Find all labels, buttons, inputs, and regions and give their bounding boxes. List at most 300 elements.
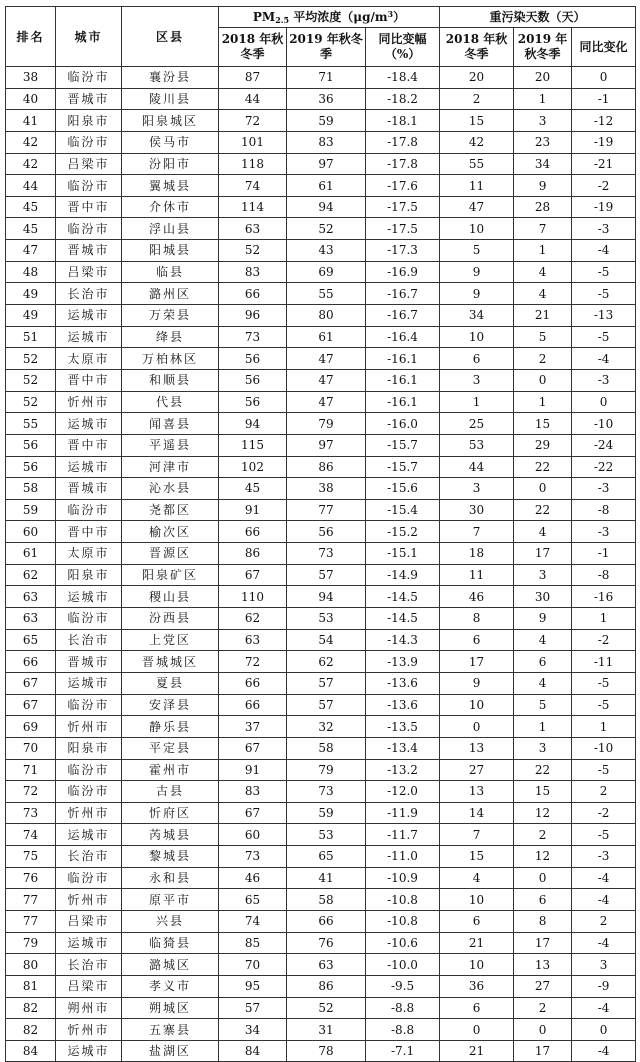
cell-hd-change: -11 bbox=[572, 651, 636, 673]
cell-pm-2019: 31 bbox=[287, 1019, 366, 1041]
cell-city: 晋城市 bbox=[56, 478, 122, 500]
cell-pm-2018: 83 bbox=[219, 261, 287, 283]
cell-hd-change: 1 bbox=[572, 716, 636, 738]
cell-city: 运城市 bbox=[56, 1040, 122, 1062]
cell-pm-2019: 32 bbox=[287, 716, 366, 738]
cell-hd-2019: 15 bbox=[514, 781, 572, 803]
cell-rank: 76 bbox=[6, 867, 56, 889]
cell-pm-change: -16.1 bbox=[366, 391, 440, 413]
cell-pm-2018: 73 bbox=[219, 846, 287, 868]
cell-pm-2019: 77 bbox=[287, 499, 366, 521]
pm25-label-sub: 2.5 bbox=[275, 15, 290, 25]
cell-hd-change: -3 bbox=[572, 218, 636, 240]
cell-city: 长治市 bbox=[56, 954, 122, 976]
cell-hd-2018: 3 bbox=[440, 369, 514, 391]
cell-rank: 72 bbox=[6, 781, 56, 803]
cell-pm-2018: 96 bbox=[219, 305, 287, 327]
table-row bbox=[6, 1019, 636, 1041]
cell-district: 绛县 bbox=[122, 326, 219, 348]
table-row bbox=[6, 499, 636, 521]
cell-district: 盐湖区 bbox=[122, 1040, 219, 1062]
table-row bbox=[6, 932, 636, 954]
cell-hd-change: -3 bbox=[572, 521, 636, 543]
cell-hd-2019: 9 bbox=[514, 175, 572, 197]
table-row bbox=[6, 954, 636, 976]
cell-city: 太原市 bbox=[56, 348, 122, 370]
table-row bbox=[6, 543, 636, 565]
cell-hd-2019: 2 bbox=[514, 824, 572, 846]
cell-pm-2019: 57 bbox=[287, 694, 366, 716]
cell-district: 介休市 bbox=[122, 196, 219, 218]
cell-district: 安泽县 bbox=[122, 694, 219, 716]
cell-city: 阳泉市 bbox=[56, 737, 122, 759]
header-pm25-group bbox=[219, 7, 440, 28]
cell-pm-change: -14.9 bbox=[366, 564, 440, 586]
cell-rank: 55 bbox=[6, 413, 56, 435]
cell-pm-2018: 83 bbox=[219, 781, 287, 803]
cell-hd-2018: 5 bbox=[440, 240, 514, 262]
table-row bbox=[6, 629, 636, 651]
cell-hd-2019: 0 bbox=[514, 478, 572, 500]
cell-hd-2018: 53 bbox=[440, 434, 514, 456]
cell-pm-2018: 66 bbox=[219, 521, 287, 543]
table-row bbox=[6, 564, 636, 586]
cell-pm-change: -13.4 bbox=[366, 737, 440, 759]
cell-pm-2019: 61 bbox=[287, 326, 366, 348]
cell-district: 平遥县 bbox=[122, 434, 219, 456]
cell-hd-2019: 17 bbox=[514, 932, 572, 954]
cell-pm-change: -17.6 bbox=[366, 175, 440, 197]
cell-hd-change: -22 bbox=[572, 456, 636, 478]
cell-pm-change: -11.9 bbox=[366, 802, 440, 824]
table-row bbox=[6, 672, 636, 694]
cell-pm-2018: 66 bbox=[219, 283, 287, 305]
cell-pm-2019: 57 bbox=[287, 672, 366, 694]
cell-pm-change: -13.2 bbox=[366, 759, 440, 781]
cell-hd-2018: 9 bbox=[440, 672, 514, 694]
cell-pm-2019: 76 bbox=[287, 932, 366, 954]
cell-pm-change: -16.9 bbox=[366, 261, 440, 283]
cell-pm-change: -10.6 bbox=[366, 932, 440, 954]
cell-hd-change: -8 bbox=[572, 499, 636, 521]
cell-hd-change: -5 bbox=[572, 261, 636, 283]
cell-pm-2019: 79 bbox=[287, 413, 366, 435]
cell-hd-2018: 44 bbox=[440, 456, 514, 478]
table-row bbox=[6, 651, 636, 673]
cell-pm-2019: 59 bbox=[287, 110, 366, 132]
cell-pm-2018: 84 bbox=[219, 1040, 287, 1062]
cell-city: 晋中市 bbox=[56, 434, 122, 456]
cell-hd-change: 1 bbox=[572, 608, 636, 630]
cell-hd-2018: 0 bbox=[440, 716, 514, 738]
cell-hd-2018: 34 bbox=[440, 305, 514, 327]
cell-pm-2019: 61 bbox=[287, 175, 366, 197]
cell-hd-2018: 55 bbox=[440, 153, 514, 175]
cell-pm-change: -13.6 bbox=[366, 672, 440, 694]
cell-pm-2018: 94 bbox=[219, 413, 287, 435]
cell-district: 稷山县 bbox=[122, 586, 219, 608]
cell-city: 运城市 bbox=[56, 413, 122, 435]
table-row bbox=[6, 218, 636, 240]
cell-city: 临汾市 bbox=[56, 608, 122, 630]
cell-hd-2019: 27 bbox=[514, 975, 572, 997]
cell-hd-change: -4 bbox=[572, 867, 636, 889]
cell-district: 和顺县 bbox=[122, 369, 219, 391]
cell-pm-change: -16.7 bbox=[366, 283, 440, 305]
cell-hd-2019: 4 bbox=[514, 261, 572, 283]
cell-pm-2018: 56 bbox=[219, 391, 287, 413]
cell-city: 忻州市 bbox=[56, 716, 122, 738]
cell-rank: 81 bbox=[6, 975, 56, 997]
cell-pm-2018: 44 bbox=[219, 88, 287, 110]
cell-pm-change: -8.8 bbox=[366, 1019, 440, 1041]
cell-city: 临汾市 bbox=[56, 867, 122, 889]
cell-hd-change: -9 bbox=[572, 975, 636, 997]
cell-pm-2018: 67 bbox=[219, 564, 287, 586]
cell-rank: 45 bbox=[6, 218, 56, 240]
cell-rank: 56 bbox=[6, 456, 56, 478]
cell-city: 朔州市 bbox=[56, 997, 122, 1019]
cell-city: 晋城市 bbox=[56, 651, 122, 673]
cell-hd-2019: 22 bbox=[514, 456, 572, 478]
table-row bbox=[6, 348, 636, 370]
cell-pm-2018: 74 bbox=[219, 910, 287, 932]
pm25-label-unit: 平均浓度（μg/m bbox=[289, 10, 388, 24]
cell-district: 尧都区 bbox=[122, 499, 219, 521]
cell-pm-2019: 83 bbox=[287, 131, 366, 153]
cell-pm-2019: 47 bbox=[287, 369, 366, 391]
cell-city: 临汾市 bbox=[56, 218, 122, 240]
cell-district: 万荣县 bbox=[122, 305, 219, 327]
cell-pm-2019: 65 bbox=[287, 846, 366, 868]
cell-pm-2018: 102 bbox=[219, 456, 287, 478]
cell-hd-2019: 12 bbox=[514, 846, 572, 868]
cell-rank: 80 bbox=[6, 954, 56, 976]
cell-pm-2018: 56 bbox=[219, 369, 287, 391]
cell-city: 晋城市 bbox=[56, 88, 122, 110]
cell-hd-2019: 4 bbox=[514, 629, 572, 651]
table-row bbox=[6, 781, 636, 803]
header-rank: 排名 bbox=[6, 7, 56, 67]
cell-pm-2019: 43 bbox=[287, 240, 366, 262]
cell-city: 晋中市 bbox=[56, 521, 122, 543]
cell-hd-change: -4 bbox=[572, 240, 636, 262]
cell-hd-2018: 8 bbox=[440, 608, 514, 630]
cell-city: 忻州市 bbox=[56, 391, 122, 413]
cell-district: 翼城县 bbox=[122, 175, 219, 197]
cell-pm-change: -17.5 bbox=[366, 218, 440, 240]
table-row bbox=[6, 240, 636, 262]
cell-hd-change: -21 bbox=[572, 153, 636, 175]
cell-pm-change: -17.3 bbox=[366, 240, 440, 262]
cell-pm-2018: 60 bbox=[219, 824, 287, 846]
cell-district: 忻府区 bbox=[122, 802, 219, 824]
cell-rank: 44 bbox=[6, 175, 56, 197]
cell-pm-2019: 94 bbox=[287, 586, 366, 608]
cell-hd-2018: 10 bbox=[440, 218, 514, 240]
table-row bbox=[6, 67, 636, 89]
cell-pm-2018: 56 bbox=[219, 348, 287, 370]
cell-pm-change: -13.9 bbox=[366, 651, 440, 673]
table-row bbox=[6, 305, 636, 327]
pm25-label-close: ） bbox=[393, 10, 406, 24]
cell-district: 榆次区 bbox=[122, 521, 219, 543]
cell-hd-2018: 30 bbox=[440, 499, 514, 521]
cell-city: 运城市 bbox=[56, 326, 122, 348]
cell-pm-change: -10.8 bbox=[366, 910, 440, 932]
cell-city: 临汾市 bbox=[56, 131, 122, 153]
cell-hd-2018: 6 bbox=[440, 997, 514, 1019]
cell-hd-2019: 4 bbox=[514, 521, 572, 543]
cell-district: 五寨县 bbox=[122, 1019, 219, 1041]
cell-district: 阳泉城区 bbox=[122, 110, 219, 132]
cell-hd-change: -16 bbox=[572, 586, 636, 608]
cell-pm-2018: 70 bbox=[219, 954, 287, 976]
cell-hd-2018: 13 bbox=[440, 737, 514, 759]
cell-pm-2019: 47 bbox=[287, 391, 366, 413]
table-row bbox=[6, 975, 636, 997]
cell-hd-2018: 36 bbox=[440, 975, 514, 997]
cell-pm-2018: 91 bbox=[219, 759, 287, 781]
table-row bbox=[6, 196, 636, 218]
cell-pm-change: -15.2 bbox=[366, 521, 440, 543]
cell-pm-change: -18.4 bbox=[366, 67, 440, 89]
cell-pm-change: -15.4 bbox=[366, 499, 440, 521]
cell-hd-2018: 46 bbox=[440, 586, 514, 608]
cell-pm-2019: 73 bbox=[287, 543, 366, 565]
cell-hd-2019: 9 bbox=[514, 608, 572, 630]
cell-pm-2018: 85 bbox=[219, 932, 287, 954]
header-pm-2019: 2019 年秋冬季 bbox=[287, 28, 366, 67]
cell-hd-2018: 10 bbox=[440, 694, 514, 716]
cell-rank: 70 bbox=[6, 737, 56, 759]
table-header bbox=[6, 7, 636, 67]
cell-pm-2019: 58 bbox=[287, 737, 366, 759]
cell-pm-change: -11.0 bbox=[366, 846, 440, 868]
cell-pm-2019: 52 bbox=[287, 218, 366, 240]
cell-pm-change: -11.7 bbox=[366, 824, 440, 846]
cell-rank: 79 bbox=[6, 932, 56, 954]
cell-hd-2019: 1 bbox=[514, 716, 572, 738]
cell-rank: 67 bbox=[6, 694, 56, 716]
cell-rank: 84 bbox=[6, 1040, 56, 1062]
cell-district: 静乐县 bbox=[122, 716, 219, 738]
cell-pm-change: -17.5 bbox=[366, 196, 440, 218]
cell-pm-2019: 41 bbox=[287, 867, 366, 889]
cell-hd-change: -4 bbox=[572, 889, 636, 911]
cell-hd-change: -19 bbox=[572, 196, 636, 218]
cell-rank: 71 bbox=[6, 759, 56, 781]
cell-hd-change: -5 bbox=[572, 283, 636, 305]
table-row bbox=[6, 737, 636, 759]
cell-district: 上党区 bbox=[122, 629, 219, 651]
cell-pm-2018: 95 bbox=[219, 975, 287, 997]
cell-district: 潞州区 bbox=[122, 283, 219, 305]
cell-rank: 74 bbox=[6, 824, 56, 846]
cell-hd-change: -19 bbox=[572, 131, 636, 153]
cell-rank: 58 bbox=[6, 478, 56, 500]
cell-hd-2018: 11 bbox=[440, 564, 514, 586]
cell-hd-2019: 6 bbox=[514, 651, 572, 673]
cell-pm-2018: 52 bbox=[219, 240, 287, 262]
cell-pm-2019: 54 bbox=[287, 629, 366, 651]
cell-pm-2019: 66 bbox=[287, 910, 366, 932]
cell-pm-2019: 55 bbox=[287, 283, 366, 305]
cell-hd-change: -5 bbox=[572, 694, 636, 716]
cell-hd-change: -4 bbox=[572, 1040, 636, 1062]
cell-district: 永和县 bbox=[122, 867, 219, 889]
cell-pm-change: -15.6 bbox=[366, 478, 440, 500]
cell-city: 长治市 bbox=[56, 283, 122, 305]
cell-pm-2018: 45 bbox=[219, 478, 287, 500]
cell-city: 临汾市 bbox=[56, 67, 122, 89]
cell-hd-change: 0 bbox=[572, 1019, 636, 1041]
cell-hd-change: -1 bbox=[572, 543, 636, 565]
cell-rank: 65 bbox=[6, 629, 56, 651]
cell-district: 原平市 bbox=[122, 889, 219, 911]
cell-hd-2019: 0 bbox=[514, 369, 572, 391]
table-row bbox=[6, 391, 636, 413]
cell-city: 临汾市 bbox=[56, 781, 122, 803]
cell-district: 潞城区 bbox=[122, 954, 219, 976]
cell-pm-change: -16.1 bbox=[366, 348, 440, 370]
header-city: 城市 bbox=[56, 7, 122, 67]
cell-hd-change: -1 bbox=[572, 88, 636, 110]
table-row bbox=[6, 889, 636, 911]
cell-district: 临县 bbox=[122, 261, 219, 283]
cell-pm-change: -15.7 bbox=[366, 434, 440, 456]
cell-pm-2019: 56 bbox=[287, 521, 366, 543]
cell-rank: 47 bbox=[6, 240, 56, 262]
cell-hd-2019: 0 bbox=[514, 867, 572, 889]
cell-hd-change: -5 bbox=[572, 824, 636, 846]
cell-rank: 38 bbox=[6, 67, 56, 89]
table-row bbox=[6, 175, 636, 197]
cell-hd-2019: 17 bbox=[514, 543, 572, 565]
cell-rank: 41 bbox=[6, 110, 56, 132]
cell-hd-2019: 2 bbox=[514, 997, 572, 1019]
cell-hd-change: -12 bbox=[572, 110, 636, 132]
cell-rank: 52 bbox=[6, 391, 56, 413]
cell-hd-2018: 7 bbox=[440, 824, 514, 846]
cell-pm-2019: 53 bbox=[287, 608, 366, 630]
cell-district: 代县 bbox=[122, 391, 219, 413]
cell-city: 吕梁市 bbox=[56, 153, 122, 175]
cell-pm-2018: 91 bbox=[219, 499, 287, 521]
cell-pm-2018: 66 bbox=[219, 672, 287, 694]
cell-rank: 63 bbox=[6, 586, 56, 608]
cell-hd-2019: 17 bbox=[514, 1040, 572, 1062]
table-row bbox=[6, 910, 636, 932]
cell-rank: 59 bbox=[6, 499, 56, 521]
cell-hd-2018: 10 bbox=[440, 326, 514, 348]
cell-pm-2019: 94 bbox=[287, 196, 366, 218]
cell-district: 霍州市 bbox=[122, 759, 219, 781]
cell-pm-2019: 59 bbox=[287, 802, 366, 824]
cell-pm-2018: 66 bbox=[219, 694, 287, 716]
table-row bbox=[6, 586, 636, 608]
cell-hd-2019: 20 bbox=[514, 67, 572, 89]
cell-hd-2018: 1 bbox=[440, 391, 514, 413]
cell-pm-2018: 46 bbox=[219, 867, 287, 889]
cell-district: 阳城县 bbox=[122, 240, 219, 262]
cell-city: 阳泉市 bbox=[56, 564, 122, 586]
cell-rank: 42 bbox=[6, 153, 56, 175]
cell-pm-change: -16.7 bbox=[366, 305, 440, 327]
cell-hd-change: -4 bbox=[572, 348, 636, 370]
cell-hd-2019: 8 bbox=[514, 910, 572, 932]
cell-hd-2018: 13 bbox=[440, 781, 514, 803]
cell-hd-2019: 5 bbox=[514, 326, 572, 348]
cell-rank: 73 bbox=[6, 802, 56, 824]
cell-hd-2018: 0 bbox=[440, 1019, 514, 1041]
table-row bbox=[6, 434, 636, 456]
cell-hd-2019: 30 bbox=[514, 586, 572, 608]
cell-pm-2019: 53 bbox=[287, 824, 366, 846]
table-row bbox=[6, 413, 636, 435]
cell-rank: 77 bbox=[6, 889, 56, 911]
cell-pm-2019: 69 bbox=[287, 261, 366, 283]
table-row bbox=[6, 261, 636, 283]
cell-pm-2018: 57 bbox=[219, 997, 287, 1019]
header-hd-2019: 2019 年秋冬季 bbox=[514, 28, 572, 67]
cell-district: 朔城区 bbox=[122, 997, 219, 1019]
table-row bbox=[6, 110, 636, 132]
cell-district: 夏县 bbox=[122, 672, 219, 694]
cell-hd-2019: 4 bbox=[514, 672, 572, 694]
cell-hd-2018: 10 bbox=[440, 889, 514, 911]
cell-hd-2018: 25 bbox=[440, 413, 514, 435]
cell-hd-change: -5 bbox=[572, 326, 636, 348]
cell-hd-2019: 1 bbox=[514, 240, 572, 262]
header-hd-change: 同比变化 bbox=[572, 28, 636, 67]
cell-pm-2018: 87 bbox=[219, 67, 287, 89]
cell-pm-2018: 73 bbox=[219, 326, 287, 348]
cell-city: 忻州市 bbox=[56, 889, 122, 911]
cell-pm-2018: 65 bbox=[219, 889, 287, 911]
cell-hd-change: -3 bbox=[572, 478, 636, 500]
cell-hd-2019: 22 bbox=[514, 759, 572, 781]
cell-hd-2018: 10 bbox=[440, 954, 514, 976]
cell-pm-2019: 86 bbox=[287, 456, 366, 478]
cell-pm-change: -18.1 bbox=[366, 110, 440, 132]
cell-pm-2018: 72 bbox=[219, 651, 287, 673]
cell-city: 运城市 bbox=[56, 672, 122, 694]
cell-pm-2018: 72 bbox=[219, 110, 287, 132]
cell-hd-2019: 7 bbox=[514, 218, 572, 240]
air-quality-ranking-table bbox=[5, 6, 636, 1062]
cell-pm-change: -14.5 bbox=[366, 608, 440, 630]
cell-hd-change: 2 bbox=[572, 910, 636, 932]
cell-city: 临汾市 bbox=[56, 694, 122, 716]
cell-pm-2018: 110 bbox=[219, 586, 287, 608]
cell-district: 孝义市 bbox=[122, 975, 219, 997]
cell-hd-2018: 2 bbox=[440, 88, 514, 110]
cell-hd-2019: 0 bbox=[514, 1019, 572, 1041]
cell-pm-2019: 58 bbox=[287, 889, 366, 911]
table-row bbox=[6, 867, 636, 889]
cell-pm-2019: 52 bbox=[287, 997, 366, 1019]
table-row bbox=[6, 608, 636, 630]
cell-pm-change: -18.2 bbox=[366, 88, 440, 110]
cell-district: 古县 bbox=[122, 781, 219, 803]
cell-pm-change: -16.0 bbox=[366, 413, 440, 435]
cell-hd-2018: 20 bbox=[440, 67, 514, 89]
cell-hd-change: -4 bbox=[572, 932, 636, 954]
cell-pm-change: -16.4 bbox=[366, 326, 440, 348]
cell-hd-2019: 6 bbox=[514, 889, 572, 911]
cell-rank: 69 bbox=[6, 716, 56, 738]
